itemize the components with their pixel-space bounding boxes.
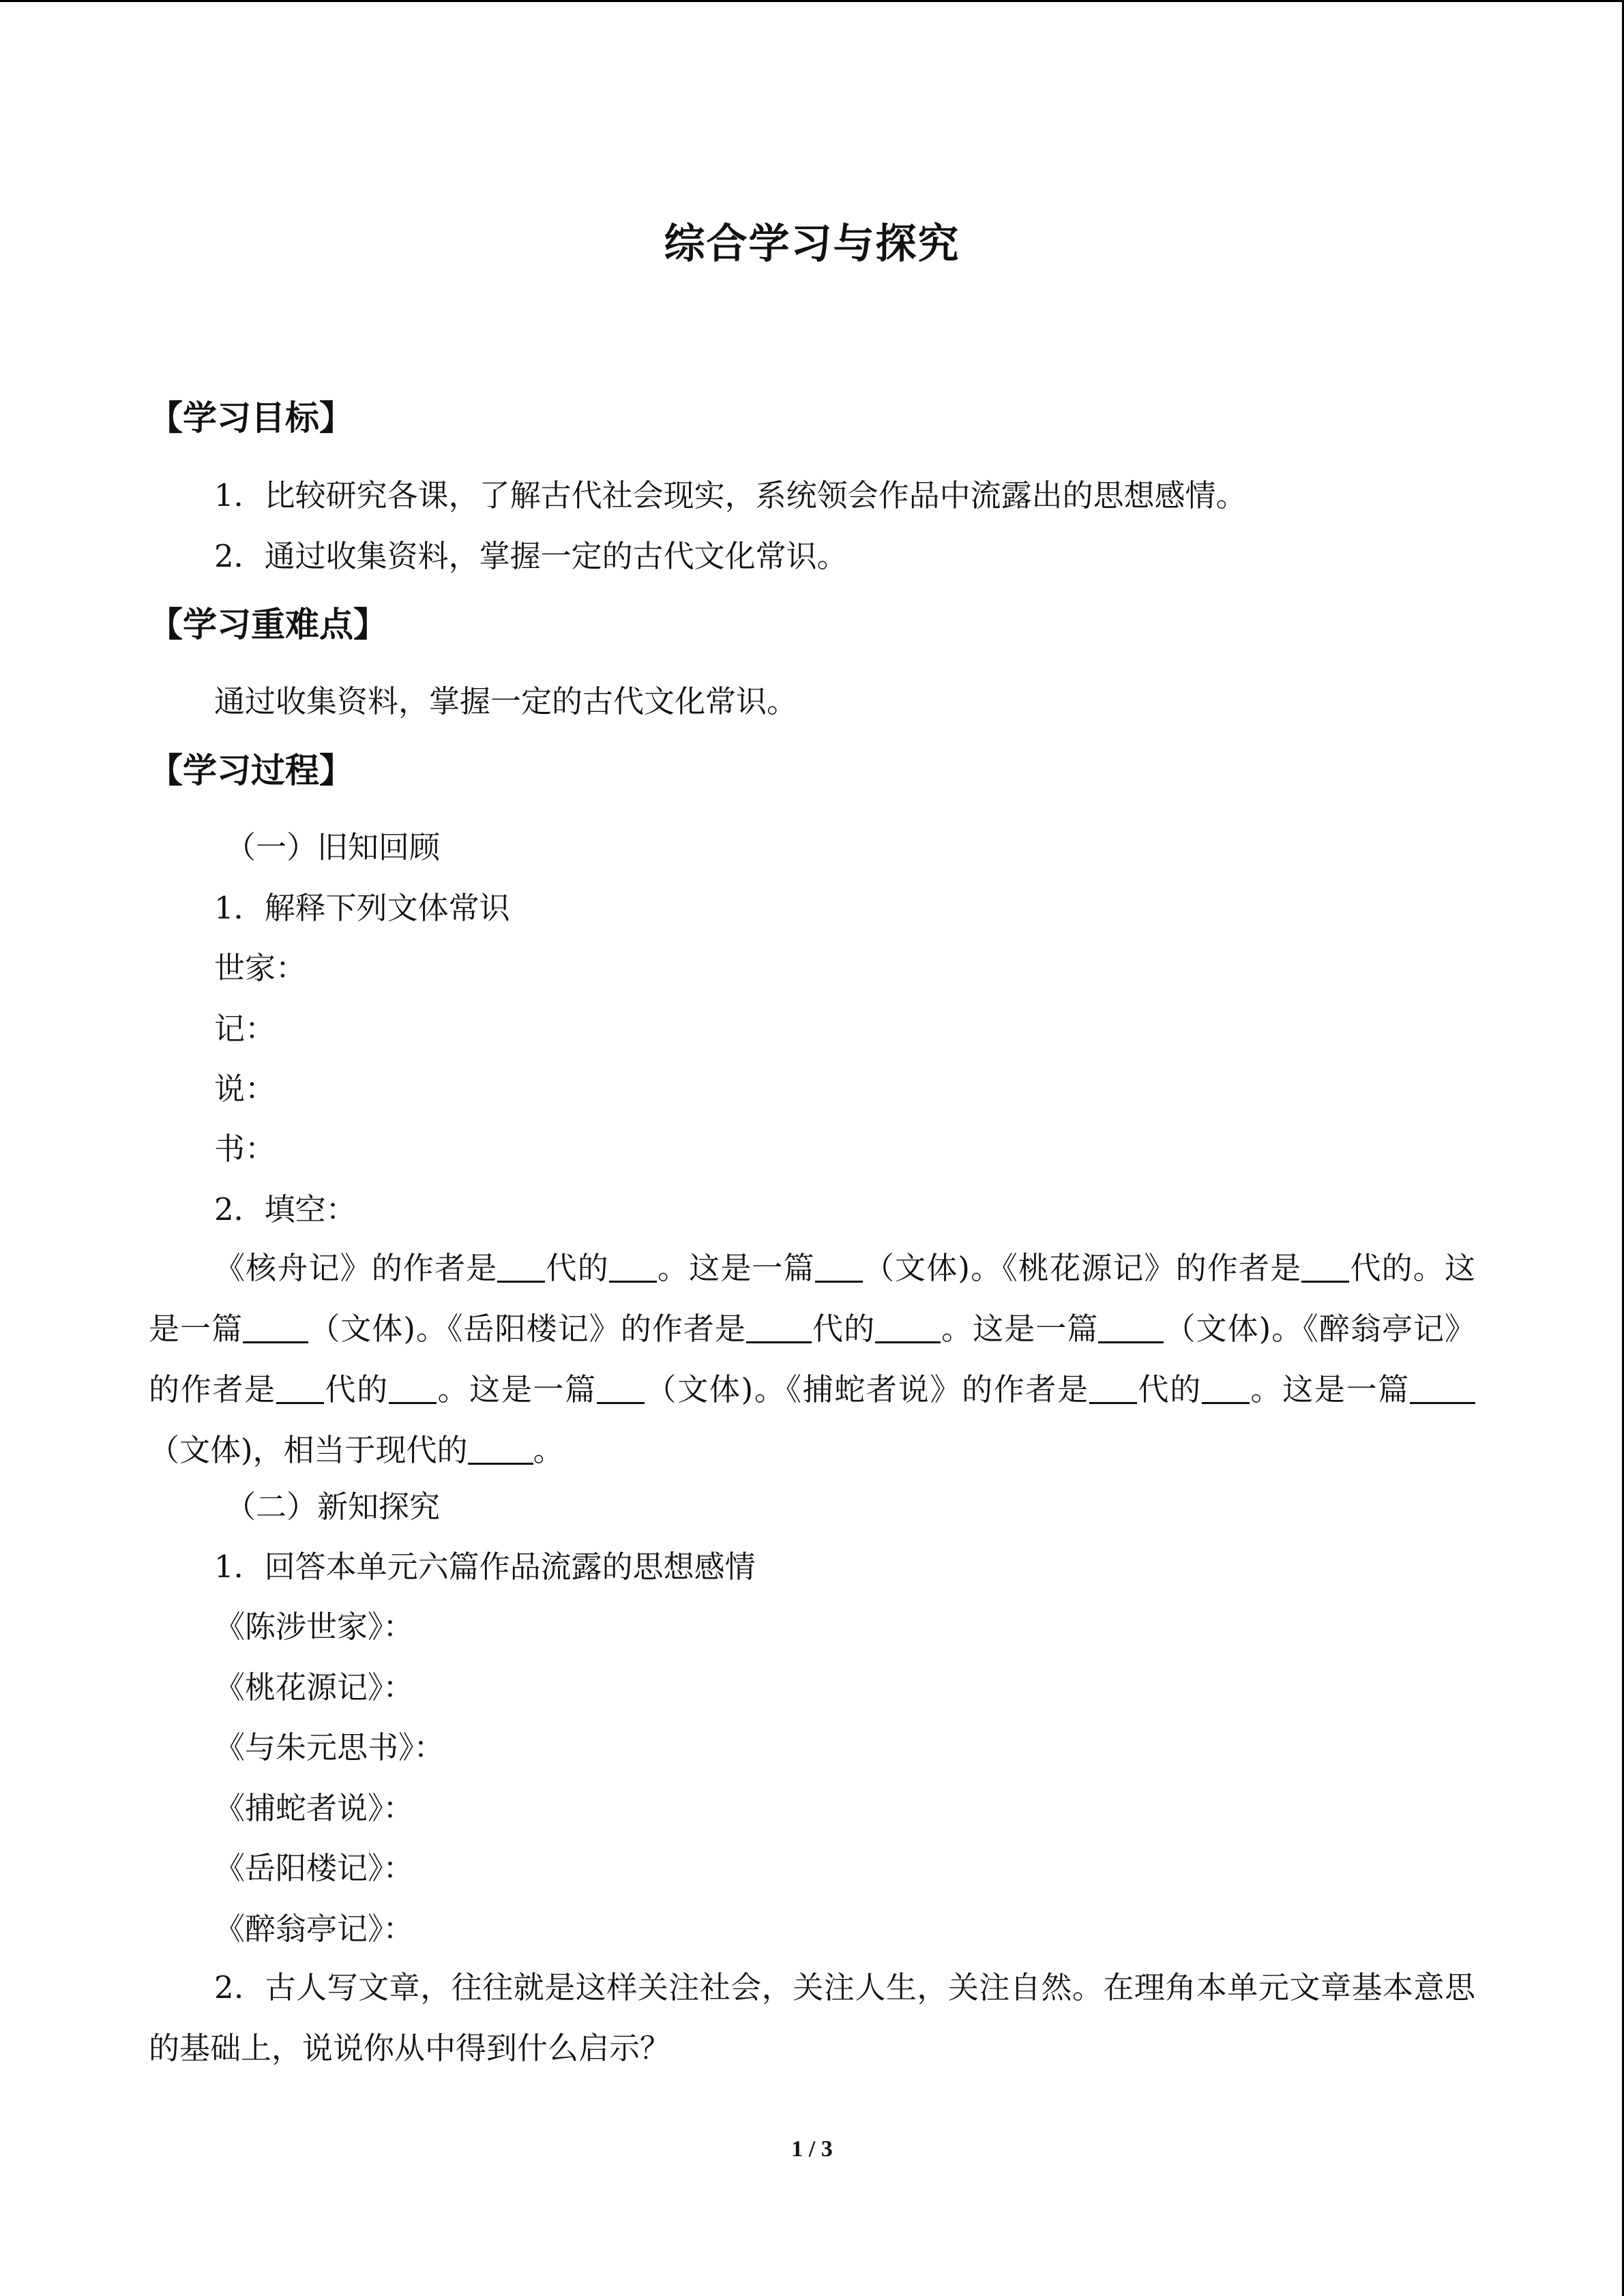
page-title: 综合学习与探究 (664, 220, 960, 268)
term-shijia: 世家： (214, 950, 307, 986)
work-chenshe-shijia: 《陈涉世家》： (214, 1609, 414, 1645)
work-bushezhe-shuo: 《捕蛇者说》： (214, 1790, 414, 1826)
fill-in-paragraph: 《核舟记》的作者是 代的 。这是一篇 （文体)。《桃花源记》的作者是 代的。这是一篇 （文体)。《岳阳楼记》的作者是 代的 。这是一篇 （文体)。《醉翁亭记》的作者是 代的 。这是一篇 （文体)。《捕蛇者说》的作者是 代的 。这是一篇（文体)，相当于现代的 。 (149, 1250, 1475, 1468)
fill-blank[interactable] (1410, 1375, 1475, 1404)
fill-blank[interactable] (468, 1435, 533, 1465)
explore-subheading: （二）新知探究 (225, 1489, 441, 1525)
fill-blank[interactable] (609, 1253, 657, 1283)
fill-blank[interactable] (276, 1375, 324, 1404)
fill-blank[interactable] (875, 1314, 941, 1343)
review-question-2: 2．填空： (214, 1191, 357, 1227)
key-points-text: 通过收集资料，掌握一定的古代文化常识。 (214, 683, 798, 719)
work-yu-zhuyuansi-shu: 《与朱元思书》： (214, 1729, 445, 1765)
term-ji: 记： (214, 1011, 276, 1047)
section-heading-goals: 【学习目标】 (149, 398, 353, 438)
section-heading-key-points: 【学习重难点】 (149, 605, 387, 644)
work-zuiwengting-ji: 《醉翁亭记》： (214, 1911, 414, 1947)
explore-question-2: 2．古人写文章，往往就是这样关注社会，关注人生，关注自然。在理角本单元文章基本意思的基础上，说说你从中得到什么启示？ (149, 1969, 1475, 2066)
fill-blank[interactable] (497, 1253, 545, 1283)
fill-blank[interactable] (746, 1314, 812, 1343)
section-heading-process: 【学习过程】 (149, 751, 353, 790)
fill-blank[interactable] (243, 1314, 308, 1343)
goal-item-1: 1．比较研究各课，了解古代社会现实，系统领会作品中流露出的思想感情。 (214, 477, 1247, 513)
fill-blank[interactable] (1202, 1375, 1250, 1404)
work-yueyanglou-ji: 《岳阳楼记》： (214, 1850, 414, 1886)
fill-blank[interactable] (389, 1375, 437, 1404)
goal-item-2: 2．通过收集资料，掌握一定的古代文化常识。 (214, 538, 848, 574)
term-shuo: 说： (214, 1071, 276, 1107)
explore-question-1: 1．回答本单元六篇作品流露的思想感情 (214, 1549, 756, 1585)
fill-blank[interactable] (1089, 1375, 1137, 1404)
review-subheading: （一）旧知回顾 (225, 829, 441, 865)
fill-blank[interactable] (1098, 1314, 1164, 1343)
review-question-1: 1．解释下列文体常识 (214, 890, 510, 926)
fill-blank[interactable] (815, 1253, 863, 1283)
fill-blank[interactable] (1301, 1253, 1349, 1283)
fill-blank[interactable] (597, 1375, 645, 1404)
term-shu: 书： (214, 1131, 276, 1167)
page-number: 1 / 3 (791, 2136, 833, 2162)
work-taohuayuan-ji: 《桃花源记》： (214, 1669, 414, 1705)
